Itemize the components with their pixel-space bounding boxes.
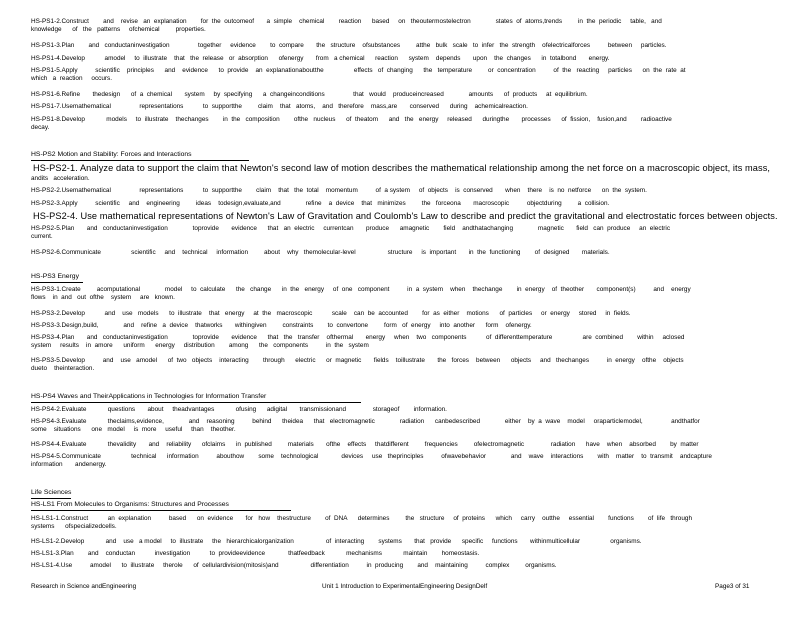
- heading-underline: [31, 282, 83, 283]
- heading-underline: [31, 510, 291, 511]
- standard-hs-ps3-1: HS-PS3-1.Create acomputational model to calculate the change in the energy of one component in a system when thechange in energy of theother component(s) and energy flows in and out ofthe system are known.: [31, 286, 691, 301]
- standard-hs-ps2-1-cont: andits acceleration.: [31, 175, 90, 182]
- footer-course: Research in Science andEngineering: [31, 583, 137, 590]
- standard-hs-ps1-4: HS-PS1-4.Develop amodel to illustrate that the release or absorption ofenergy from a chemical reaction system depends upon the changes in totalbond energy.: [31, 55, 610, 62]
- standard-hs-ls1-3: HS-LS1-3.Plan and conductan investigation to provideevidence thatfeedback mechanisms maintain homeostasis.: [31, 550, 480, 557]
- standard-hs-ps3-4: HS-PS3-4.Plan and conductaninvestigation toprovide evidence that the transfer ofthermal energy when two components of differenttemperature are combined within aclosed system results in amore uniform energy distribution among the components in the system: [31, 334, 685, 349]
- standard-hs-ps1-7: HS-PS1-7.Usemathematical representations to supportthe claim that atoms, and therefore mass,are conserved during achemicalreaction.: [31, 103, 528, 110]
- standard-hs-ps1-5: HS-PS1-5.Apply scientific principles and evidence to provide an explanationaboutthe effects of changing the temperature or concentration of the reacting particles on the rate at which a reaction occurs.: [31, 67, 686, 82]
- heading-underline: [31, 402, 361, 403]
- footer-page-number: Page3 of 31: [715, 583, 750, 590]
- standard-hs-ps2-5: HS-PS2-5.Plan and conductaninvestigation toprovide evidence that an electric currentcan produce amagnetic field andthatachanging magnetic field can produce an electric current.: [31, 225, 671, 240]
- standard-hs-ps4-5: HS-PS4-5.Communicate technical information abouthow some technological devices use theprinciples ofwavebehavior and wave interactions with matter to transmit andcapture information andenergy.: [31, 453, 712, 468]
- section-heading-hs-ls1: HS-LS1 From Molecules to Organisms: Structures and Processes: [31, 501, 229, 508]
- standard-hs-ps2-2: HS-PS2-2.Usemathematical representations to supportthe claim that the total momentum of a system of objects is conserved when there is no netforce on the system.: [31, 187, 647, 194]
- standard-hs-ls1-2: HS-LS1-2.Develop and use a model to illustrate the hierarchicalorganization of interacting systems that provide specific functions withinmulticellular organisms.: [31, 538, 642, 545]
- standard-hs-ps4-3: HS-PS4-3.Evaluate theclaims,evidence, and reasoning behind theidea that electromagnetic radiation canbedescribed either by a wave model oraparticlemodel, andthatfor some situations one model is more useful than theother.: [31, 418, 700, 433]
- section-heading-hs-ps3: HS-PS3 Energy: [31, 273, 79, 280]
- standard-hs-ps1-3: HS-PS1-3.Plan and conductaninvestigation together evidence to compare the structure ofsubstances atthe bulk scale to infer the strength ofelectricalforces between particles.: [31, 42, 667, 49]
- heading-underline: [31, 498, 71, 499]
- standard-hs-ls1-4: HS-LS1-4.Use amodel to illustrate therole of cellulardivision(mitosis)and differentiation in producing and maintaining complex organisms.: [31, 562, 557, 569]
- standard-hs-ps2-3: HS-PS2-3.Apply scientific and engineering ideas todesign,evaluate,and refine a device that minimizes the forceona macroscopic objectduring a collision.: [31, 200, 610, 207]
- standard-hs-ps1-2: HS-PS1-2.Construct and revise an explanation for the outcomeof a simple chemical reaction based on theoutermostelectron states of atoms,trends in the periodic table, and knowledge of the patterns ofchemical properties.: [31, 18, 662, 33]
- standard-hs-ps1-8: HS-PS1-8.Develop models to illustrate thechanges in the composition ofthe nucleus of theatom and the energy released duringthe processes of fission, fusion,and radioactive decay.: [31, 116, 672, 131]
- standard-hs-ps1-6: HS-PS1-6.Refine thedesign of a chemical system by specifying a changeinconditions that would produceincreased amounts of products at equilibrium.: [31, 91, 588, 98]
- standard-hs-ps3-3: HS-PS3-3.Design,build, and refine a device thatworks withingiven constraints to convertone form of energy into another form ofenergy.: [31, 322, 532, 329]
- standard-hs-ps3-2: HS-PS3-2.Develop and use models to illustrate that energy at the macroscopic scale can be accounted for as either motions of particles or energy stored in fields.: [31, 310, 631, 317]
- standard-hs-ps4-2: HS-PS4-2.Evaluate questions about theadvantages ofusing adigital transmissionand storageof information.: [31, 406, 447, 413]
- standard-hs-ps4-4: HS-PS4-4.Evaluate thevalidity and reliability ofclaims in published materials ofthe effects thatdifferent frequencies ofelectromagnetic radiation have when absorbed by matter: [31, 441, 699, 448]
- standard-hs-ps2-4: HS-PS2-4. Use mathematical representations of Newton's Law of Gravitation and Coulomb's Law to describe and predict the gravitational and electrostatic forces between objects.: [33, 211, 778, 221]
- standard-hs-ps2-1: HS-PS2-1. Analyze data to support the claim that Newton's second law of motion describes the mathematical relationship among the net force on a macroscopic object, its mass,: [33, 163, 771, 173]
- section-heading-hs-ps2: HS-PS2 Motion and Stability: Forces and Interactions: [31, 151, 192, 158]
- standard-hs-ps3-5: HS-PS3-5.Develop and use amodel of two objects interacting through electric or magnetic fields toillustrate the forces between objects and thechanges in energy ofthe objects dueto theinteraction.: [31, 357, 684, 372]
- standard-hs-ls1-1: HS-LS1-1.Construct an explanation based on evidence for how thestructure of DNA determines the structure of proteins which carry outthe essential functions of life through systems ofspecializedcells.: [31, 515, 693, 530]
- standard-hs-ps2-6: HS-PS2-6.Communicate scientific and technical information about why themolecular-level structure is important in the functioning of designed materials.: [31, 249, 610, 256]
- section-heading-life-sciences: Life Sciences: [31, 489, 72, 496]
- section-heading-hs-ps4: HS-PS4 Waves and TheirApplications in Technologies for Information Transfer: [31, 393, 267, 400]
- heading-underline: [31, 160, 249, 161]
- footer-unit: Unit 1 Introduction to ExperimentalEngineering DesignDelf: [322, 583, 488, 590]
